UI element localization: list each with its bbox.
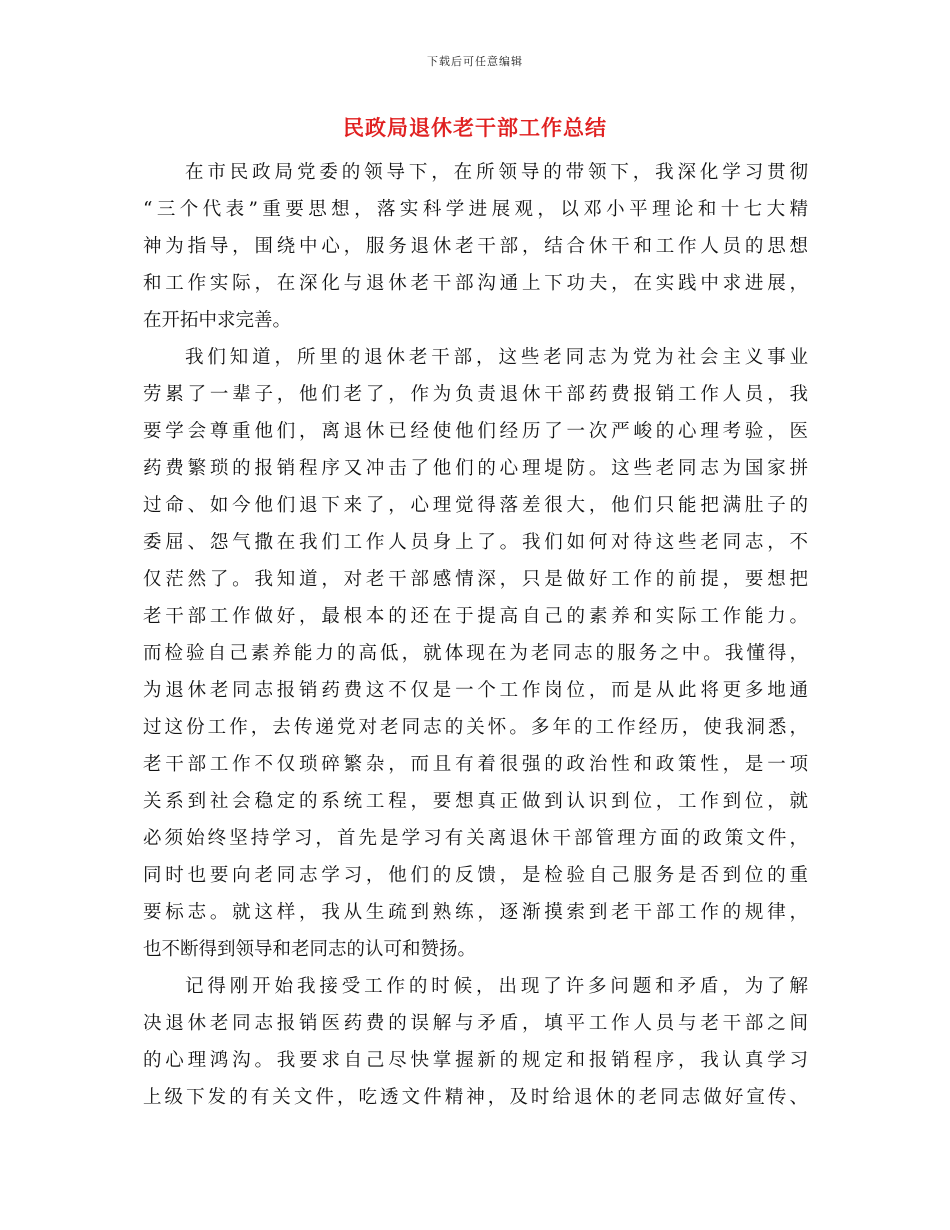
text-line: 老干部工作不仅琐碎繁杂，而且有着很强的政治性和政策性，是一项: [143, 754, 808, 775]
text-line: 上级下发的有关文件，吃透文件精神，及时给退休的老同志做好宣传、: [143, 1087, 808, 1108]
text-line: 要标志。就这样，我从生疏到熟练，逐渐摸索到老干部工作的规律，: [143, 902, 808, 923]
text-line: 的心理鸿沟。我要求自己尽快掌握新的规定和报销程序，我认真学习: [143, 1050, 808, 1071]
text-line: 老干部工作做好，最根本的还在于提高自己的素养和实际工作能力。: [143, 606, 808, 627]
text-line: 记得刚开始我接受工作的时候，出现了许多问题和矛盾，为了解: [185, 976, 808, 997]
text-line: 我们知道，所里的退休老干部，这些老同志为党为社会主义事业: [185, 347, 808, 368]
text-line: 劳累了一辈子，他们老了，作为负责退休干部药费报销工作人员，我: [143, 384, 808, 405]
header-note: 下载后可任意编辑: [427, 55, 523, 68]
text-line: 在市民政局党委的领导下，在所领导的带领下，我深化学习贯彻: [185, 162, 808, 183]
text-line: 委屈、怨气撒在我们工作人员身上了。我们如何对待这些老同志，不: [143, 532, 808, 553]
text-line: 为退休老同志报销药费这不仅是一个工作岗位，而是从此将更多地通: [143, 680, 808, 701]
text-line: 和工作实际，在深化与退休老干部沟通上下功夫，在实践中求进展，: [143, 273, 808, 294]
text-line: 过这份工作，去传递党对老同志的关怀。多年的工作经历，使我洞悉，: [143, 717, 808, 738]
text-line: “三个代表”重要思想，落实科学进展观，以邓小平理论和十七大精: [143, 199, 808, 220]
body-text: [143, 154, 808, 1116]
text-line: 神为指导，围绕中心，服务退休老干部，结合休干和工作人员的思想: [143, 236, 808, 257]
text-line: 药费繁琐的报销程序又冲击了他们的心理堤防。这些老同志为国家拼: [143, 458, 808, 479]
text-line: 过命、如今他们退下来了，心理觉得落差很大，他们只能把满肚子的: [143, 495, 808, 516]
text-line: 也不断得到领导和老同志的认可和赞扬。: [143, 939, 477, 960]
text-line: 在开拓中求完善。: [143, 310, 292, 331]
document-title: 民政局退休老干部工作总结: [343, 116, 607, 140]
text-line: 必须始终坚持学习，首先是学习有关离退休干部管理方面的政策文件，: [143, 828, 808, 849]
text-line: 同时也要向老同志学习，他们的反馈，是检验自己服务是否到位的重: [143, 865, 808, 886]
text-line: 而检验自己素养能力的高低，就体现在为老同志的服务之中。我懂得，: [143, 643, 808, 664]
text-line: 决退休老同志报销医药费的误解与矛盾，填平工作人员与老干部之间: [143, 1013, 808, 1034]
text-line: 要学会尊重他们，离退休已经使他们经历了一次严峻的心理考验，医: [143, 421, 808, 442]
text-line: 仅茫然了。我知道，对老干部感情深，只是做好工作的前提，要想把: [143, 569, 808, 590]
text-line: 关系到社会稳定的系统工程，要想真正做到认识到位，工作到位，就: [143, 791, 808, 812]
